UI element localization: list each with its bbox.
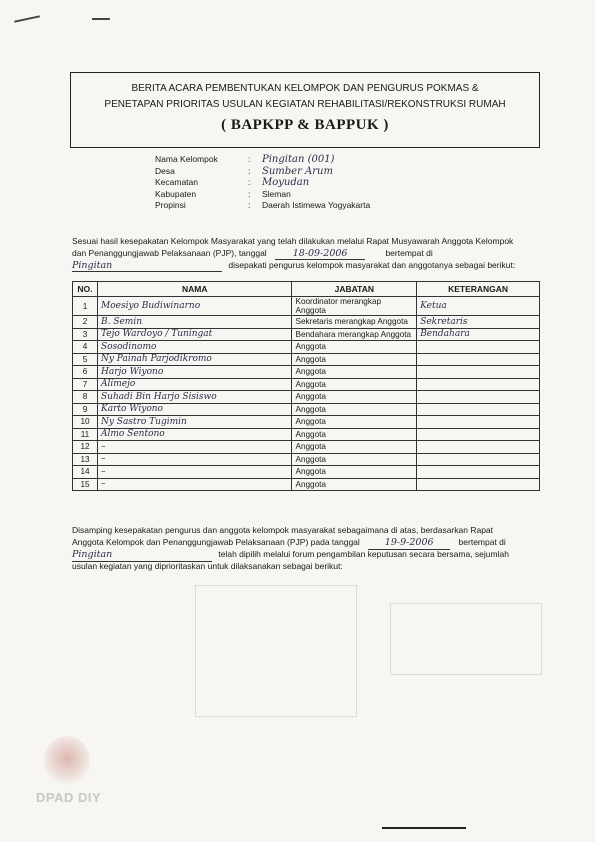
- row-number: 8: [73, 391, 98, 404]
- row-number: 1: [73, 297, 98, 316]
- info-label: Desa: [155, 165, 175, 176]
- table-row: [73, 441, 540, 454]
- paragraph-text: disepakati pengurus kelompok masyarakat dan anggotanya sebagai berikut:: [228, 260, 516, 270]
- member-position: Anggota: [292, 341, 417, 354]
- table-row: [73, 316, 540, 329]
- row-number: 7: [73, 378, 98, 391]
- member-remark: Bendahara: [417, 328, 540, 341]
- paragraph-line: Disamping kesepakatan pengurus dan anggota kelompok masyarakat sebagaimana di atas, berdasarkan Rapat: [72, 525, 494, 535]
- member-remark: [417, 428, 540, 441]
- member-name: Sosodinomo: [97, 341, 292, 354]
- info-value: Pingitan (001): [262, 154, 335, 165]
- paragraph-line: usulan kegiatan yang diprioritaskan untuk dilaksanakan sebagai berikut:: [72, 561, 343, 571]
- member-name: –: [97, 466, 292, 479]
- member-position: Koordinator merangkap Anggota: [292, 297, 417, 316]
- member-remark: [417, 453, 540, 466]
- priority-place: Pingitan: [72, 549, 212, 562]
- info-label: Propinsi: [155, 200, 186, 211]
- member-position: Sekretaris merangkap Anggota: [292, 316, 417, 329]
- member-name: Moesiyo Budiwinarno: [97, 297, 292, 316]
- table-row: [73, 466, 540, 479]
- group-info: [155, 154, 370, 212]
- info-row: Kecamatan : Moyudan: [155, 177, 310, 189]
- member-position: Anggota: [292, 391, 417, 404]
- paragraph-text: bertempat di: [458, 537, 506, 547]
- row-number: 9: [73, 403, 98, 416]
- title-line-2: PENETAPAN PRIORITAS USULAN KEGIATAN REHABILITASI/REKONSTRUKSI RUMAH: [104, 99, 506, 110]
- member-remark: [417, 478, 540, 491]
- member-remark: [417, 378, 540, 391]
- member-name: Harjo Wiyono: [97, 366, 292, 379]
- title-line-1: BERITA ACARA PEMBENTUKAN KELOMPOK DAN PENGURUS POKMAS &: [131, 83, 479, 94]
- info-value: Daerah Istimewa Yogyakarta: [262, 200, 371, 211]
- member-remark: [417, 366, 540, 379]
- table-row: [73, 391, 540, 404]
- member-position: Anggota: [292, 416, 417, 429]
- priority-date: 19-9-2006: [368, 537, 450, 550]
- table-row: [73, 478, 540, 491]
- table-row: [73, 353, 540, 366]
- info-value: Sleman: [262, 188, 291, 199]
- member-name: Ny Sastro Tugimin: [97, 416, 292, 429]
- member-position: Anggota: [292, 403, 417, 416]
- info-row: Desa : Sumber Arum: [155, 165, 333, 177]
- row-number: 15: [73, 478, 98, 491]
- row-number: 4: [73, 341, 98, 354]
- paragraph-line: [72, 548, 538, 560]
- member-remark: [417, 466, 540, 479]
- member-position: Anggota: [292, 466, 417, 479]
- table-body: [73, 297, 540, 491]
- info-value: Sumber Arum: [262, 165, 333, 177]
- member-name: Tejo Wardoyo / Tuningat: [97, 328, 292, 341]
- agreement-paragraph: [72, 236, 538, 272]
- member-name: Ny Painah Parjodikromo: [97, 353, 292, 366]
- meeting-place: Pingitan: [72, 260, 222, 272]
- column-header: KETERANGAN: [417, 282, 540, 297]
- meeting-date: 18-09-2006: [275, 248, 365, 260]
- table-row: [73, 297, 540, 316]
- member-name: Karto Wiyono: [97, 403, 292, 416]
- info-label: Kecamatan: [155, 177, 198, 188]
- pen-mark: [382, 827, 466, 829]
- info-row: Propinsi : Daerah Istimewa Yogyakarta: [155, 200, 371, 211]
- row-number: 14: [73, 466, 98, 479]
- member-position: Anggota: [292, 378, 417, 391]
- table-row: [73, 378, 540, 391]
- info-label: Kabupaten: [155, 188, 197, 199]
- member-name: Almo Sentono: [97, 428, 292, 441]
- member-remark: [417, 353, 540, 366]
- table-row: [73, 416, 540, 429]
- info-value: Moyudan: [262, 177, 310, 189]
- member-remark: Ketua: [417, 297, 540, 316]
- column-header: JABATAN: [292, 282, 417, 297]
- member-name: Suhadi Bin Harjo Sisiswo: [97, 391, 292, 404]
- member-remark: [417, 341, 540, 354]
- table-header-row: [73, 282, 540, 297]
- member-position: Anggota: [292, 366, 417, 379]
- paragraph-text: dan Penanggungjawab Pelaksanaan (PJP), tanggal: [72, 248, 267, 258]
- member-position: Anggota: [292, 453, 417, 466]
- column-header: NO.: [73, 282, 98, 297]
- paragraph-text: telah dipilih melalui forum pengambilan keputusan secara bersama, sejumlah: [218, 549, 509, 559]
- paragraph-line: [72, 248, 538, 260]
- member-name: –: [97, 453, 292, 466]
- row-number: 3: [73, 328, 98, 341]
- pen-scratch: [92, 18, 110, 20]
- bleed-through-shadow: [195, 585, 555, 720]
- pen-scratch: [14, 15, 40, 22]
- table-row: [73, 341, 540, 354]
- member-remark: [417, 441, 540, 454]
- member-remark: Sekretaris: [417, 316, 540, 329]
- info-row: Kabupaten : Sleman: [155, 188, 291, 199]
- row-number: 6: [73, 366, 98, 379]
- member-position: Anggota: [292, 478, 417, 491]
- priority-paragraph: [72, 524, 538, 572]
- member-position: Anggota: [292, 353, 417, 366]
- member-position: Bendahara merangkap Anggota: [292, 328, 417, 341]
- member-remark: [417, 403, 540, 416]
- member-remark: [417, 416, 540, 429]
- title-box: [70, 72, 540, 148]
- paragraph-text: bertempat di: [385, 248, 433, 258]
- column-header: NAMA: [97, 282, 292, 297]
- member-position: Anggota: [292, 441, 417, 454]
- table-row: [73, 453, 540, 466]
- table-row: [73, 328, 540, 341]
- paragraph-line: [72, 260, 538, 272]
- paragraph-line: Sesuai hasil kesepakatan Kelompok Masyarakat yang telah dilakukan melalui Rapat Musyawarah Anggota Kelompok: [72, 236, 514, 246]
- row-number: 11: [73, 428, 98, 441]
- row-number: 10: [73, 416, 98, 429]
- title-abbreviation: ( BAPKPP & BAPPUK ): [221, 117, 389, 133]
- paragraph-line: [72, 536, 538, 548]
- member-name: B. Semin: [97, 316, 292, 329]
- row-number: 13: [73, 453, 98, 466]
- watermark-label: DPAD DIY: [36, 790, 102, 805]
- members-table: [72, 281, 540, 491]
- member-position: Anggota: [292, 428, 417, 441]
- seal-mark: [44, 736, 90, 786]
- table-row: [73, 403, 540, 416]
- row-number: 12: [73, 441, 98, 454]
- member-name: –: [97, 441, 292, 454]
- info-row: Nama Kelompok : Pingitan (001): [155, 154, 335, 165]
- table-row: [73, 428, 540, 441]
- row-number: 2: [73, 316, 98, 329]
- info-label: Nama Kelompok: [155, 154, 218, 164]
- row-number: 5: [73, 353, 98, 366]
- paragraph-text: Anggota Kelompok dan Penanggungjawab Pelaksanaan (PJP) pada tanggal: [72, 537, 360, 547]
- member-name: Alimejo: [97, 378, 292, 391]
- member-remark: [417, 391, 540, 404]
- member-name: –: [97, 478, 292, 491]
- table-row: [73, 366, 540, 379]
